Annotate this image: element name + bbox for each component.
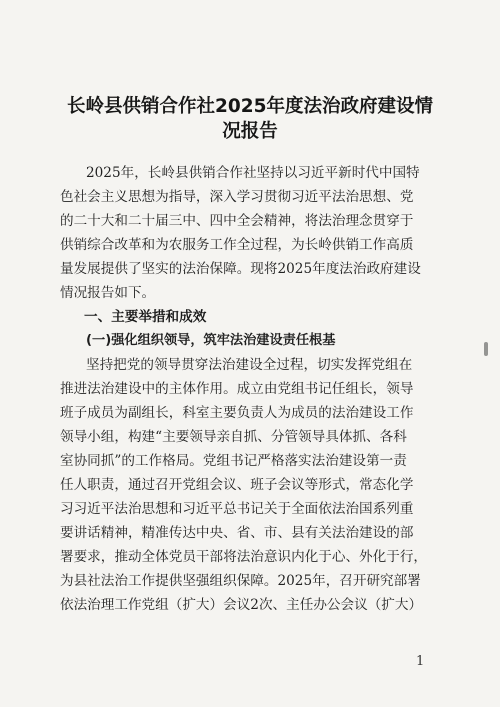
page-number: 1 (416, 654, 425, 669)
body-line: 坚持把党的领导贯穿法治建设全过程，切实发挥党组在 (86, 357, 413, 373)
intro-line: 量发展提供了坚实的法治保障。现将2025年度法治政府建设 (60, 261, 421, 277)
body-line: 任人职责，通过召开党组会议、班子会议等形式，常态化学 (60, 477, 414, 493)
body-line: 室协同抓”的工作格局。党组书记严格落实法治建设第一责 (60, 453, 407, 469)
scan-mark (484, 342, 488, 356)
body-line: 习习近平法治思想和习近平总书记关于全面依法治国系列重 (60, 501, 414, 517)
document-title-line-1: 长岭县供销合作社2025年度法治政府建设情 (67, 96, 433, 117)
intro-line: 色社会主义思想为指导，深入学习贯彻习近平法治思想、党 (60, 189, 414, 205)
body-line: 要讲话精神，精准传达中央、省、市、县有关法治建设的部 (60, 525, 414, 541)
body-line: 班子成员为副组长，科室主要负责人为成员的法治建设工作 (60, 405, 414, 421)
intro-line: 2025年，长岭县供销合作社坚持以习近平新时代中国特 (86, 165, 420, 181)
document-title-line-2: 况报告 (222, 121, 278, 142)
body-line: 领导小组，构建“主要领导亲自抓、分管领导具体抓、各科 (60, 429, 407, 445)
intro-line: 供销综合改革和为农服务工作全过程，为长岭供销工作高质 (60, 237, 414, 253)
body-line: 推进法治建设中的主体作用。成立由党组书记任组长，领导 (60, 381, 414, 397)
intro-line: 的二十大和二十届三中、四中全会精神，将法治理念贯穿于 (60, 213, 414, 229)
body-line: 署要求，推动全体党员干部将法治意识内化于心、外化于行， (60, 549, 428, 565)
section-heading: 一、主要举措和成效 (84, 309, 207, 325)
intro-line: 情况报告如下。 (60, 285, 156, 301)
subsection-heading: (一)强化组织领导，筑牢法治建设责任根基 (86, 333, 336, 348)
body-line: 依法治理工作党组（扩大）会议2次、主任办公会议（扩大） (60, 597, 423, 613)
body-line: 为县社法治工作提供坚强组织保障。2025年，召开研究部署 (60, 573, 421, 589)
